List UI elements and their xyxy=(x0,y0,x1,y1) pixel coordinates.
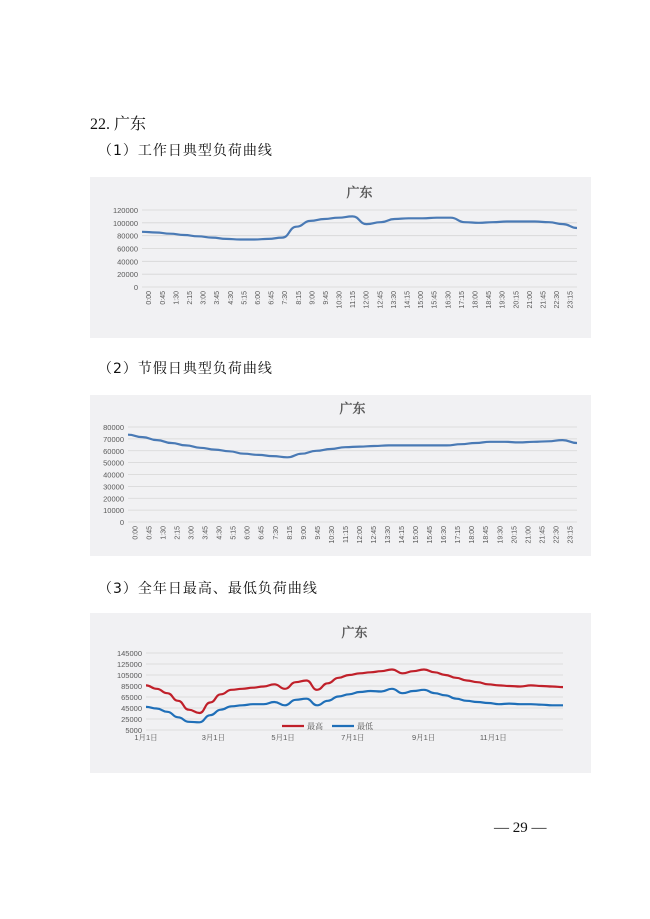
subheading-workday: （1）工作日典型负荷曲线 xyxy=(98,143,273,159)
x-tick-label: 9:45 xyxy=(314,526,322,540)
workday-load-chart-svg xyxy=(90,177,591,338)
x-tick-label: 0:00 xyxy=(146,291,154,305)
x-tick-label: 1:30 xyxy=(173,291,181,305)
y-tick-label: 85000 xyxy=(121,682,142,691)
y-tick-label: 80000 xyxy=(117,231,138,241)
x-tick-label: 21:45 xyxy=(539,526,547,544)
x-tick-label: 1月1日 xyxy=(134,733,158,742)
x-tick-label: 18:45 xyxy=(483,526,491,544)
x-tick-label: 16:30 xyxy=(441,526,449,544)
x-tick-label: 21:00 xyxy=(526,291,534,309)
y-tick-label: 45000 xyxy=(121,704,142,713)
x-tick-label: 5:15 xyxy=(241,291,249,305)
subheading-annual: （3）全年日最高、最低负荷曲线 xyxy=(98,581,318,597)
x-tick-label: 15:45 xyxy=(431,291,439,309)
x-tick-label: 2:15 xyxy=(174,526,182,540)
workday-load-chart xyxy=(90,177,591,338)
x-tick-label: 9:45 xyxy=(322,291,330,305)
y-tick-label: 30000 xyxy=(103,482,124,492)
x-tick-label: 14:15 xyxy=(399,526,407,544)
x-tick-label: 3:45 xyxy=(214,291,222,305)
x-tick-label: 4:30 xyxy=(227,291,235,305)
x-tick-label: 10:30 xyxy=(336,291,344,309)
y-tick-label: 125000 xyxy=(116,660,142,669)
holiday-load-line xyxy=(128,435,577,458)
holiday-load-chart xyxy=(90,395,591,556)
x-tick-label: 23:15 xyxy=(567,526,575,544)
x-tick-label: 6:00 xyxy=(254,291,262,305)
y-tick-label: 20000 xyxy=(117,270,138,280)
x-tick-label: 12:45 xyxy=(370,526,378,544)
y-tick-label: 60000 xyxy=(117,244,138,254)
x-tick-label: 0:45 xyxy=(146,526,154,540)
y-tick-label: 105000 xyxy=(116,671,142,680)
x-tick-label: 22:30 xyxy=(553,526,561,544)
x-tick-label: 3:00 xyxy=(188,526,196,540)
x-tick-label: 15:00 xyxy=(418,291,426,309)
x-tick-label: 13:30 xyxy=(385,526,393,544)
annual-max-min-chart-svg xyxy=(90,613,591,773)
x-tick-label: 11月1日 xyxy=(479,733,507,742)
x-tick-label: 17:15 xyxy=(458,291,466,309)
x-tick-label: 14:15 xyxy=(404,291,412,309)
annual-max-line xyxy=(146,670,563,714)
x-tick-label: 21:45 xyxy=(540,291,548,309)
x-tick-label: 18:45 xyxy=(486,291,494,309)
x-tick-label: 11:15 xyxy=(350,291,358,308)
y-tick-label: 0 xyxy=(133,283,138,292)
x-tick-label: 20:15 xyxy=(511,526,519,544)
y-tick-label: 40000 xyxy=(103,470,124,480)
x-tick-label: 10:30 xyxy=(328,526,336,544)
x-tick-label: 12:00 xyxy=(356,526,364,544)
y-tick-label: 10000 xyxy=(103,506,124,516)
x-tick-label: 13:30 xyxy=(390,291,398,309)
x-tick-label: 9月1日 xyxy=(411,733,436,742)
x-tick-label: 3:45 xyxy=(202,526,210,540)
y-tick-label: 20000 xyxy=(103,494,124,504)
y-tick-label: 145000 xyxy=(116,649,142,658)
y-tick-label: 70000 xyxy=(103,434,124,444)
section-heading: 22. 广东 xyxy=(90,116,147,133)
x-tick-label: 18:00 xyxy=(472,291,480,309)
x-tick-label: 6:00 xyxy=(244,526,252,540)
x-tick-label: 0:00 xyxy=(132,526,140,540)
y-tick-label: 50000 xyxy=(103,458,124,468)
y-tick-label: 40000 xyxy=(117,257,138,267)
annual-min-line xyxy=(146,689,563,723)
x-tick-label: 19:30 xyxy=(499,291,507,309)
legend-label-min: 最低 xyxy=(357,722,373,731)
x-tick-label: 0:45 xyxy=(159,291,167,305)
x-tick-label: 5月1日 xyxy=(271,733,295,742)
x-tick-label: 9:00 xyxy=(300,526,308,540)
annual-max-min-chart xyxy=(90,613,591,773)
x-tick-label: 16:30 xyxy=(445,291,453,309)
x-tick-label: 1:30 xyxy=(160,526,168,540)
x-tick-label: 5:15 xyxy=(230,526,238,540)
legend-label-max: 最高 xyxy=(307,722,323,731)
chart-title: 广东 xyxy=(341,625,368,640)
x-tick-label: 23:15 xyxy=(567,291,575,309)
x-tick-label: 15:45 xyxy=(427,526,435,544)
y-tick-label: 100000 xyxy=(112,218,138,228)
x-tick-label: 20:15 xyxy=(513,291,521,309)
x-tick-label: 18:00 xyxy=(469,526,477,544)
x-tick-label: 12:00 xyxy=(363,291,371,309)
x-tick-label: 8:15 xyxy=(286,526,294,540)
y-tick-label: 65000 xyxy=(121,693,142,702)
x-tick-label: 7月1日 xyxy=(341,733,365,742)
x-tick-label: 19:30 xyxy=(497,526,505,544)
x-tick-label: 11:15 xyxy=(342,526,350,543)
y-tick-label: 0 xyxy=(119,518,124,527)
x-tick-label: 22:30 xyxy=(554,291,562,309)
x-tick-label: 21:00 xyxy=(525,526,533,544)
y-tick-label: 120000 xyxy=(112,206,138,215)
x-tick-label: 9:00 xyxy=(309,291,317,305)
x-tick-label: 12:45 xyxy=(377,291,385,309)
x-tick-label: 2:15 xyxy=(187,291,195,305)
x-tick-label: 6:45 xyxy=(258,526,266,540)
x-tick-label: 4:30 xyxy=(216,526,224,540)
x-tick-label: 17:15 xyxy=(455,526,463,544)
x-tick-label: 3月1日 xyxy=(201,733,226,742)
x-tick-label: 3:00 xyxy=(200,291,208,305)
y-tick-label: 25000 xyxy=(121,715,142,724)
x-tick-label: 7:30 xyxy=(272,526,280,540)
x-tick-label: 6:45 xyxy=(268,291,276,305)
y-tick-label: 5000 xyxy=(125,726,142,735)
chart-title: 广东 xyxy=(346,185,373,200)
chart-title: 广东 xyxy=(339,401,366,416)
x-tick-label: 7:30 xyxy=(282,291,290,305)
subheading-holiday: （2）节假日典型负荷曲线 xyxy=(98,361,273,377)
x-tick-label: 8:15 xyxy=(295,291,303,305)
holiday-load-chart-svg xyxy=(90,395,591,556)
y-tick-label: 60000 xyxy=(103,446,124,456)
page-number: — 29 — xyxy=(494,820,547,836)
y-tick-label: 80000 xyxy=(103,423,124,432)
x-tick-label: 15:00 xyxy=(413,526,421,544)
